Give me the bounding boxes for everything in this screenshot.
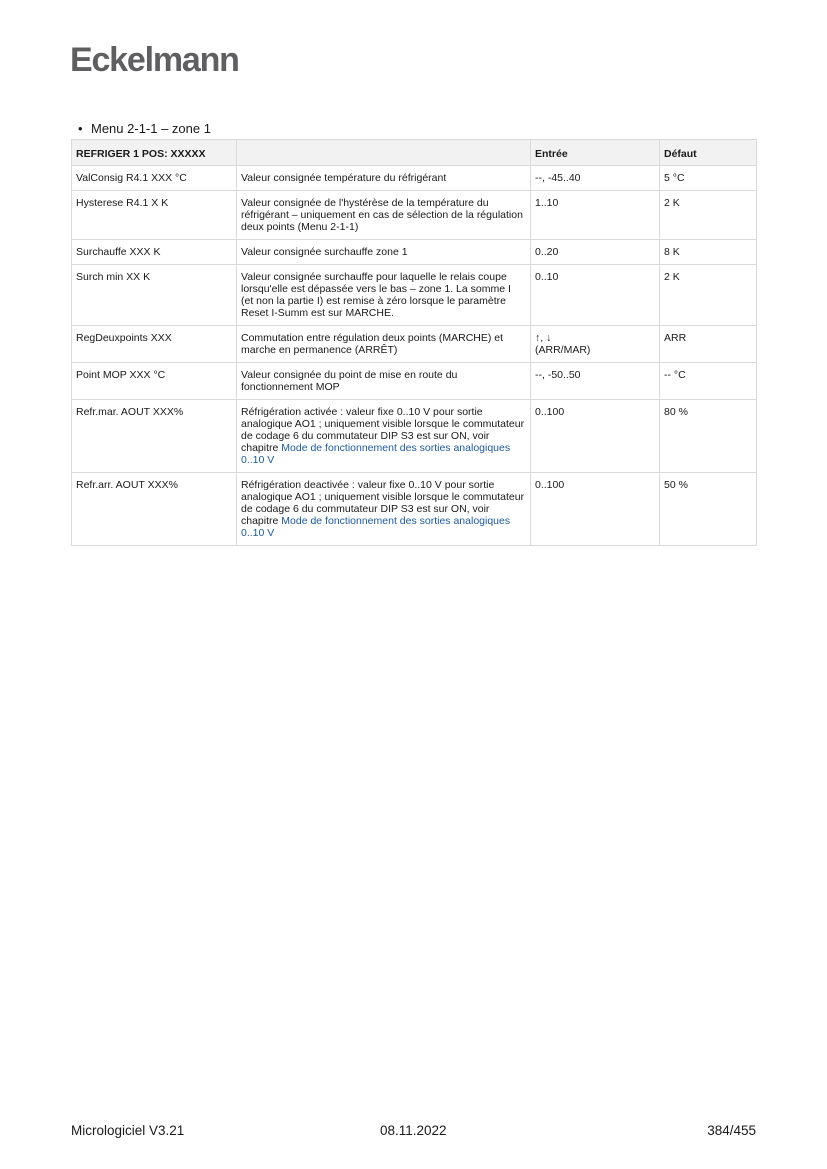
param-cell: Refr.mar. AOUT XXX% [72, 400, 237, 473]
param-cell: Point MOP XXX °C [72, 363, 237, 400]
description-cell: Valeur consignée de l'hystérèse de la température du réfrigérant – uniquement en cas de sélection de la régulation deux points (Menu 2-1-1) [237, 191, 531, 240]
param-cell: Surchauffe XXX K [72, 240, 237, 265]
param-cell: ValConsig R4.1 XXX °C [72, 166, 237, 191]
table-row [72, 326, 757, 363]
default-cell: 2 K [660, 265, 757, 326]
entry-arrows: ↑, ↓ [535, 332, 552, 344]
description-cell [237, 473, 531, 546]
header-cell-parameter: REFRIGER 1 POS: XXXXX [72, 140, 237, 166]
entry-options: (ARR/MAR) [535, 344, 591, 356]
default-cell: 2 K [660, 191, 757, 240]
table-row [72, 265, 757, 326]
description-text: Réfrigération activée : valeur fixe 0..10 V pour sortie analogique AO1 ; uniquement visible lorsque le commutateur de codage 6 du commutateur DIP S3 est sur ON, voir chapitre [241, 406, 525, 454]
table-row [72, 473, 757, 546]
header-cell-description [237, 140, 531, 166]
header-cell-entry: Entrée [531, 140, 660, 166]
default-cell: 80 % [660, 400, 757, 473]
entry-cell: --, -50..50 [531, 363, 660, 400]
entry-cell: 0..20 [531, 240, 660, 265]
section-title: Menu 2-1-1 – zone 1 [91, 121, 211, 136]
default-cell: 50 % [660, 473, 757, 546]
entry-cell: 0..10 [531, 265, 660, 326]
chapter-link[interactable]: Mode de fonctionnement des sorties analogiques 0..10 V [241, 515, 511, 539]
param-cell: RegDeuxpoints XXX [72, 326, 237, 363]
table-row [72, 363, 757, 400]
entry-cell: --, -45..40 [531, 166, 660, 191]
table-row [72, 166, 757, 191]
parameter-table [71, 139, 757, 546]
footer-firmware-version: Micrologiciel V3.21 [71, 1123, 185, 1138]
description-cell: Valeur consignée du point de mise en route du fonctionnement MOP [237, 363, 531, 400]
default-cell: 8 K [660, 240, 757, 265]
param-cell: Hysterese R4.1 X K [72, 191, 237, 240]
description-cell: Valeur consignée surchauffe pour laquelle le relais coupe lorsqu'elle est dépassée vers le bas – zone 1. La somme I (et non la partie I) est remise à zéro lorsque le paramètre Reset I-Summ est sur MARCHE. [237, 265, 531, 326]
description-text: Réfrigération deactivée : valeur fixe 0..10 V pour sortie analogique AO1 ; uniquement visible lorsque le commutateur de codage 6 du commutateur DIP S3 est sur ON, voir chapitre [241, 479, 525, 527]
description-cell: Commutation entre régulation deux points (MARCHE) et marche en permanence (ARRÊT) [237, 326, 531, 363]
footer-date: 08.11.2022 [380, 1123, 447, 1138]
description-cell [237, 400, 531, 473]
table-row [72, 191, 757, 240]
entry-cell [531, 326, 660, 363]
default-cell: 5 °C [660, 166, 757, 191]
entry-cell: 0..100 [531, 400, 660, 473]
param-cell: Refr.arr. AOUT XXX% [72, 473, 237, 546]
default-cell: -- °C [660, 363, 757, 400]
brand-logo: Eckelmann [70, 41, 239, 79]
default-cell: ARR [660, 326, 757, 363]
description-cell: Valeur consignée surchauffe zone 1 [237, 240, 531, 265]
footer-page-number: 384/455 [707, 1123, 756, 1138]
entry-cell: 1..10 [531, 191, 660, 240]
header-cell-default: Défaut [660, 140, 757, 166]
entry-cell: 0..100 [531, 473, 660, 546]
chapter-link[interactable]: Mode de fonctionnement des sorties analogiques 0..10 V [241, 442, 511, 466]
table-row [72, 240, 757, 265]
section-heading [78, 120, 211, 138]
description-cell: Valeur consignée température du réfrigérant [237, 166, 531, 191]
table-row [72, 400, 757, 473]
param-cell: Surch min XX K [72, 265, 237, 326]
table-header-row [72, 140, 757, 166]
bullet-marker: • [78, 121, 83, 136]
